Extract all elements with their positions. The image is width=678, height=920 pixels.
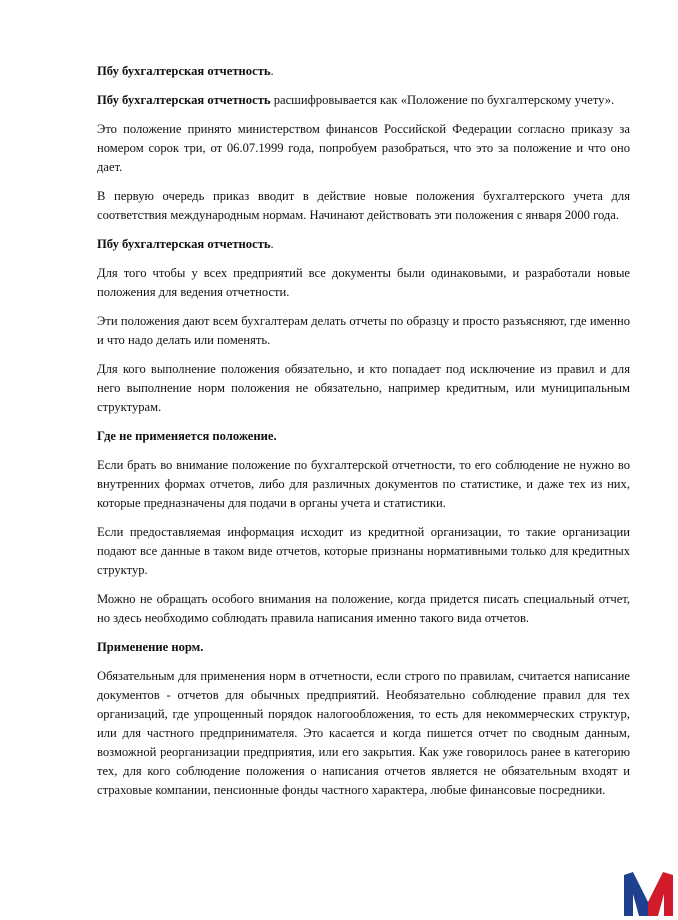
paragraph: Обязательным для применения норм в отчетности, если строго по правилам, считается написание документов - отчетов для обычных предприятий. Необязательно соблюдение правил для тех организаций, где упрощенный порядок налогообложения, то есть для некоммерческих структур, или для частного предпринимателя. Это касается и когда пишется отчет по сводным данным, возможной реорганизации предприятия, или его закрытия. Как уже говорилось ранее в категорию тех, для кого соблюдение положения о написания отчетов является не обязательным входят и страховые компании, пенсионные фонды частного характера, любые финансовые посредники. [97, 669, 630, 797]
heading-bold-text: Пбу бухгалтерская отчетность [97, 237, 271, 251]
heading-punctuation: . [270, 64, 274, 78]
paragraph: Эти положения дают всем бухгалтерам делать отчеты по образцу и просто разъясняют, где именно и что надо делать или поменять. [97, 314, 630, 347]
heading-punctuation: . [270, 237, 274, 251]
heading-bold-text: Где не применяется положение. [97, 429, 277, 443]
logo-right-stroke [648, 872, 673, 916]
logo-left-stroke [624, 872, 648, 916]
document-body [97, 62, 630, 810]
heading-bold-text: Пбу бухгалтерская отчетность [97, 64, 271, 78]
paragraph: Для кого выполнение положения обязательно, и кто попадает под исключение из правил и для него выполнение норм положения не обязательно, например кредитным, или муниципальным структурам. [97, 362, 630, 414]
paragraph: В первую очередь приказ вводит в действие новые положения бухгалтерского учета для соответствия международным нормам. Начинают действовать эти положения с января 2000 года. [97, 189, 630, 222]
paragraph: Это положение принято министерством финансов Российской Федерации согласно приказу за номером сорок три, от 06.07.1999 года, попробуем разобраться, что это за положение и что оно дает. [97, 122, 630, 174]
intro-paragraph [97, 91, 630, 110]
paragraph: Если брать во внимание положение по бухгалтерской отчетности, то его соблюдение не нужно во внутренних формах отчетов, либо для различных документов по статистике, и даже тех из них, которые предназначены для подачи в органы учета и статистики. [97, 458, 630, 510]
paragraph: Можно не обращать особого внимания на положение, когда придется писать специальный отчет, но здесь необходимо соблюдать правила написания именно такого вида отчетов. [97, 592, 630, 625]
section-heading [97, 235, 630, 254]
intro-text: расшифровывается как «Положение по бухгалтерскому учету». [270, 93, 615, 107]
heading-bold-text: Применение норм. [97, 640, 204, 654]
section-heading [97, 62, 630, 81]
section-heading [97, 638, 630, 657]
intro-bold-term: Пбу бухгалтерская отчетность [97, 93, 271, 107]
section-heading [97, 427, 630, 446]
paragraph: Для того чтобы у всех предприятий все документы были одинаковыми, и разработали новые положения для ведения отчетности. [97, 266, 630, 299]
paragraph: Если предоставляемая информация исходит из кредитной организации, то такие организации подают все данные в таком виде отчетов, которые признаны нормативными только для кредитных структур. [97, 525, 630, 577]
letter-m-logo-icon [624, 872, 673, 916]
